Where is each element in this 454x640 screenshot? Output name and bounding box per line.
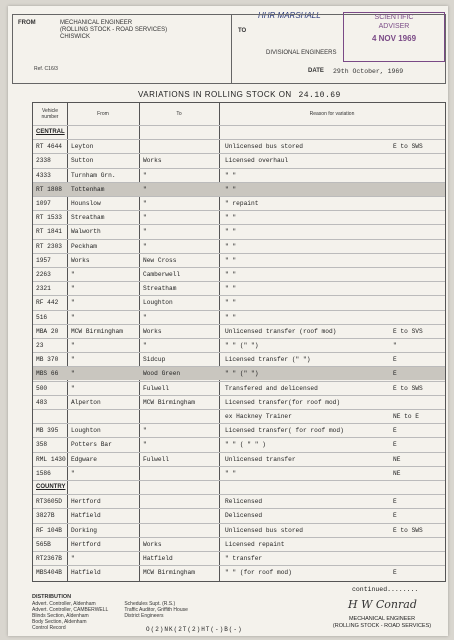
section-heading-row	[33, 480, 445, 494]
distribution-entry: Advert. Controller, Aldenham	[32, 601, 96, 607]
from-cell: Alperton	[71, 398, 101, 406]
from-cell: "	[71, 356, 75, 364]
division-cell: NE	[393, 469, 401, 477]
table-row	[33, 295, 445, 309]
signatory-line: MECHANICAL ENGINEER	[348, 616, 416, 622]
division-cell: "	[393, 342, 397, 349]
from-cell: MCW Birmingham	[71, 327, 123, 335]
table-row	[33, 338, 445, 352]
reason-cell: " " ( " " )	[225, 441, 266, 449]
from-cell: "	[71, 342, 75, 349]
to-label: TO	[238, 28, 247, 34]
table-row	[33, 423, 445, 437]
reason-cell: " "	[225, 285, 237, 293]
signatory-line: (ROLLING STOCK - ROAD SERVICES)	[332, 623, 432, 629]
table-row	[33, 409, 445, 423]
section-heading: CENTRAL	[36, 129, 65, 135]
reason-cell: Licensed overhaul	[225, 157, 289, 165]
division-cell: E	[393, 370, 397, 378]
table-row	[33, 452, 445, 466]
table-row	[33, 537, 445, 551]
vehicle-cell: RT2367B	[36, 555, 62, 562]
from-cell: Sutton	[71, 157, 94, 165]
signatory-title	[318, 616, 446, 630]
document-sheet	[8, 6, 448, 636]
reason-cell: " "	[225, 228, 237, 236]
to-cell: MCW Birmingham	[143, 398, 195, 406]
table-row	[33, 508, 445, 522]
reason-cell: " "	[225, 171, 237, 179]
from-cell: "	[71, 299, 75, 307]
vehicle-cell: 483	[36, 398, 48, 406]
distribution-entry: District Engineers	[124, 613, 164, 619]
from-cell: Hertford	[71, 498, 101, 506]
vehicle-cell: RT 1533	[36, 214, 62, 222]
table-row	[33, 523, 445, 537]
from-cell: Hatfield	[71, 512, 101, 520]
col-header-from: From	[97, 111, 109, 117]
table-row	[33, 267, 445, 281]
to-cell: Works	[143, 157, 162, 165]
date-label: DATE	[308, 68, 324, 74]
from-line: (ROLLING STOCK - ROAD SERVICES)	[60, 27, 168, 33]
signature: H W Conrad	[348, 598, 417, 611]
stamp-line: SCIENTIFIC	[374, 14, 414, 21]
to-cell: "	[143, 242, 147, 250]
distribution-entry: Advert. Controller, CAMBERWELL	[32, 607, 109, 613]
to-cell: "	[143, 200, 147, 207]
reason-cell: " "	[225, 271, 237, 278]
division-cell: E	[393, 441, 397, 449]
reason-cell: Unlicensed transfer	[225, 455, 296, 463]
reason-cell: " "	[225, 256, 237, 264]
bottom-code: O(2)NK(2T(2)HT(-)B(-)	[146, 626, 243, 633]
division-cell: NE to E	[393, 413, 419, 420]
from-cell: "	[71, 555, 75, 562]
section-heading-row	[33, 125, 445, 139]
table-row	[33, 324, 445, 338]
to-cell: Camberwell	[143, 271, 181, 278]
from-cell: Tottenham	[71, 185, 105, 193]
from-cell: Hatfield	[71, 569, 101, 577]
table-row	[33, 381, 445, 395]
vehicle-cell: RT 1808	[36, 185, 62, 193]
distribution-entry: Blinds Section, Aldenham	[32, 613, 89, 619]
reason-cell: " "	[225, 313, 237, 321]
vehicle-cell: 2338	[36, 157, 51, 165]
col-header-reason: Reason for variation	[309, 111, 355, 117]
reason-cell: Licensed transfer( for roof mod)	[225, 427, 344, 435]
from-label: FROM	[18, 20, 36, 26]
table-row	[33, 239, 445, 253]
from-cell: "	[71, 285, 75, 293]
distribution-entry: Control Record	[32, 625, 66, 631]
table-row	[33, 210, 445, 224]
table-row	[33, 153, 445, 167]
division-cell: E	[393, 512, 397, 520]
title-text: VARIATIONS IN ROLLING STOCK ON	[138, 90, 292, 99]
to-cell: Streatham	[143, 285, 177, 293]
from-cell: Streatham	[71, 214, 105, 222]
vehicle-cell: 565B	[36, 540, 51, 548]
vehicle-cell: 1586	[36, 469, 51, 477]
table-row	[33, 494, 445, 508]
distribution-entry: Body Section, Aldenham	[32, 619, 87, 625]
division-cell: E to SWS	[393, 384, 423, 392]
reason-cell: Unlicensed bus stored	[225, 526, 303, 534]
from-line: MECHANICAL ENGINEER	[60, 20, 133, 26]
table-row	[33, 466, 445, 480]
vehicle-cell: 516	[36, 313, 48, 321]
vehicle-cell: RT3605D	[36, 498, 62, 506]
division-cell: E to SWS	[393, 143, 423, 151]
vehicle-cell: MBS404B	[36, 569, 62, 577]
to-cell: "	[143, 313, 147, 321]
vehicle-cell: 3827B	[36, 512, 55, 520]
vehicle-cell: 1957	[36, 256, 51, 264]
header-divider	[231, 15, 232, 83]
reason-cell: " repaint	[225, 200, 259, 207]
section-heading: COUNTRY	[36, 484, 66, 490]
reason-cell: Delicensed	[225, 512, 263, 520]
vehicle-cell: RF 442	[36, 299, 59, 307]
from-cell: Loughton	[71, 427, 101, 435]
vehicle-cell: RT 1841	[36, 228, 62, 236]
table-row	[33, 253, 445, 267]
from-cell: Walworth	[71, 228, 101, 236]
reason-cell: Unlicensed transfer (roof mod)	[225, 327, 337, 335]
reason-cell: Relicensed	[225, 498, 263, 506]
to-cell: Sidcup	[143, 356, 166, 364]
from-cell: "	[71, 313, 75, 321]
distribution-col-1	[32, 601, 108, 631]
reason-cell: " transfer	[225, 555, 263, 562]
vehicle-cell: 358	[36, 441, 48, 449]
reason-cell: " " (" ")	[225, 370, 259, 378]
vehicle-cell: MBS 66	[36, 370, 59, 378]
from-cell: "	[71, 370, 75, 378]
from-cell: "	[71, 271, 75, 278]
handwritten-name: HHR MARSHALL	[258, 11, 321, 20]
title-date: 24.10.69	[298, 91, 341, 100]
from-cell: Edgware	[71, 455, 97, 463]
table-row	[33, 352, 445, 366]
from-cell: "	[71, 384, 75, 392]
from-cell: Dorking	[71, 526, 97, 534]
vehicle-cell: 1097	[36, 200, 51, 207]
to-cell: "	[143, 171, 147, 179]
table-row	[33, 310, 445, 324]
table-row	[33, 437, 445, 451]
reason-cell: Licensed transfer (" ")	[225, 356, 311, 364]
vehicle-cell: MB 370	[36, 356, 59, 364]
distribution-label: DISTRIBUTION	[32, 594, 72, 600]
to-addressee: DIVISIONAL ENGINEERS	[266, 50, 337, 56]
division-cell: NE	[393, 455, 401, 463]
division-cell: E	[393, 427, 397, 435]
reason-cell: ex Hackney Trainer	[225, 413, 292, 420]
reason-cell: Unlicensed bus stored	[225, 143, 303, 151]
vehicle-cell: 500	[36, 384, 48, 392]
from-cell: Hounslow	[71, 200, 101, 207]
table-row	[33, 182, 445, 196]
to-cell: MCW Birmingham	[143, 569, 195, 577]
to-cell: Wood Green	[143, 370, 181, 378]
to-cell: New Cross	[143, 256, 177, 264]
vehicle-cell: 2321	[36, 285, 51, 293]
table-row	[33, 224, 445, 238]
stamp-line: ADVISER	[378, 23, 410, 30]
reason-cell: " " (for roof mod)	[225, 569, 292, 577]
vehicle-cell: RT 2303	[36, 242, 62, 250]
distribution-entry: Traffic Auditor, Griffith House	[124, 607, 188, 613]
to-cell: "	[143, 441, 147, 449]
from-cell: Turnham Grn.	[71, 171, 116, 179]
division-cell: E	[393, 498, 397, 506]
division-cell: E to SVS	[393, 327, 423, 335]
division-cell: E	[393, 569, 397, 577]
from-cell: Peckham	[71, 242, 97, 250]
from-cell: "	[71, 469, 75, 477]
division-cell: E to SWS	[393, 526, 423, 534]
col-header-vehicle: Vehicle number	[41, 108, 59, 120]
page-title	[138, 90, 341, 100]
date-value: 29th October, 1969	[333, 68, 404, 75]
table-row	[33, 565, 445, 579]
to-cell: Fulwell	[143, 455, 169, 463]
table-row	[33, 281, 445, 295]
to-cell: "	[143, 228, 147, 236]
reason-cell: " "	[225, 214, 237, 222]
stamp-date: 4 NOV 1969	[371, 34, 417, 43]
to-cell: Fulwell	[143, 384, 169, 392]
to-cell: Works	[143, 540, 162, 548]
received-stamp	[343, 12, 445, 62]
vehicle-cell: 23	[36, 342, 44, 349]
to-cell: "	[143, 427, 147, 435]
reason-cell: Transfered and delicensed	[225, 384, 318, 392]
to-cell: "	[143, 342, 147, 349]
reason-cell: Licensed repaint	[225, 540, 285, 548]
table-row	[33, 551, 445, 565]
division-cell: E	[393, 356, 397, 364]
distribution-entry: Schedules Supt. (R.S.)	[124, 601, 176, 607]
to-cell: "	[143, 214, 147, 222]
table-row	[33, 196, 445, 210]
vehicle-cell: RT 4644	[36, 143, 62, 151]
reason-cell: " "	[225, 469, 237, 477]
vehicle-cell: MB 395	[36, 427, 59, 435]
reason-cell: " "	[225, 242, 237, 250]
table-row	[33, 395, 445, 409]
from-cell: Leyton	[71, 143, 94, 151]
from-cell: Hertford	[71, 540, 101, 548]
to-cell: Hatfield	[143, 555, 173, 562]
vehicle-cell: 4333	[36, 171, 51, 179]
to-cell: Loughton	[143, 299, 173, 307]
table-row	[33, 168, 445, 182]
from-cell: Potters Bar	[71, 441, 112, 449]
vehicle-cell: RML 1430	[36, 455, 66, 463]
from-line: CHISWICK	[60, 34, 90, 40]
reason-cell: Licensed transfer(for roof mod)	[225, 398, 341, 406]
table-row	[33, 366, 445, 380]
col-header-to: To	[176, 111, 182, 117]
reason-cell: " " (" ")	[225, 342, 259, 349]
continued-note: continued........	[352, 586, 419, 593]
to-cell: "	[143, 185, 147, 193]
variations-table	[32, 102, 446, 582]
to-cell: Works	[143, 327, 162, 335]
from-cell: Works	[71, 256, 90, 264]
vehicle-cell: MBA 20	[36, 327, 59, 335]
reference: Ref. C16/3	[34, 66, 58, 72]
table-row	[33, 139, 445, 153]
vehicle-cell: 2263	[36, 271, 51, 278]
vehicle-cell: RF 104B	[36, 526, 62, 534]
reason-cell: " "	[225, 185, 237, 193]
reason-cell: " "	[225, 299, 237, 307]
